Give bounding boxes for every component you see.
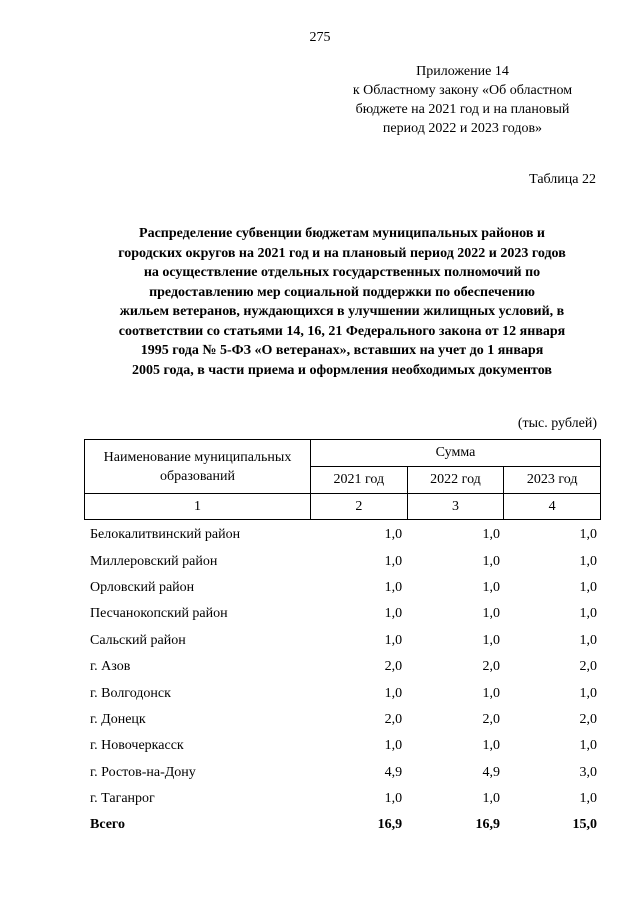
- value-2023: 1,0: [579, 553, 597, 569]
- table-row: [84, 601, 601, 627]
- title-line: соответствии со статьями 14, 16, 21 Федерального закона от 12 января: [118, 323, 566, 339]
- municipality-name: Всего: [90, 817, 125, 833]
- municipality-name: г. Донецк: [90, 711, 146, 727]
- appendix-header: [330, 62, 595, 138]
- value-2021: 1,0: [384, 685, 403, 701]
- municipality-name: г. Волгодонск: [90, 685, 171, 701]
- value-2023: 1,0: [579, 527, 597, 543]
- table-row: [84, 575, 601, 601]
- value-2021: 16,9: [377, 817, 403, 833]
- value-2023: 1,0: [579, 738, 597, 754]
- table-row: [84, 654, 601, 680]
- value-2023: 1,0: [579, 632, 597, 648]
- value-2021: 4,9: [384, 764, 403, 780]
- value-2021: 1,0: [384, 791, 403, 807]
- municipality-name: г. Новочеркасск: [90, 738, 184, 754]
- value-2021: 1,0: [384, 738, 403, 754]
- page-number: 275: [309, 30, 331, 45]
- title-line: Распределение субвенции бюджетам муниципальных районов и: [139, 226, 545, 241]
- municipality-name: Орловский район: [90, 579, 195, 595]
- table-row: [84, 707, 601, 733]
- municipality-name: Миллеровский район: [90, 553, 218, 569]
- value-2022: 1,0: [482, 791, 501, 807]
- name-column-header: [85, 440, 311, 494]
- name-header-line: образований: [160, 468, 235, 484]
- column-number: 1: [85, 494, 311, 520]
- title-line: предоставлению мер социальной поддержки по обеспечению: [149, 284, 535, 300]
- value-2021: 2,0: [384, 711, 403, 727]
- appendix-title: Приложение 14: [416, 64, 509, 79]
- value-2022: 4,9: [482, 764, 501, 780]
- municipality-name: Песчанокопский район: [90, 606, 228, 622]
- value-2022: 2,0: [482, 659, 501, 675]
- value-2023: 3,0: [579, 764, 597, 780]
- appendix-line: период 2022 и 2023 годов»: [382, 121, 543, 136]
- value-2023: 15,0: [572, 817, 597, 833]
- value-2022: 16,9: [475, 817, 501, 833]
- year-header-2021: 2021 год: [311, 467, 408, 494]
- title-line: 1995 года № 5-ФЗ «О ветеранах», вставших на учет до 1 января: [140, 343, 544, 358]
- table-row: [84, 786, 601, 812]
- units-label: (тыс. рублей): [517, 416, 597, 431]
- data-table-body: [84, 522, 601, 839]
- value-2022: 2,0: [482, 711, 501, 727]
- value-2022: 1,0: [482, 553, 501, 569]
- municipality-name: Белокалитвинский район: [90, 527, 241, 543]
- municipality-name: Сальский район: [90, 632, 186, 648]
- municipality-name: г. Таганрог: [90, 791, 155, 807]
- table-header: [84, 439, 601, 520]
- title-line: жильем ветеранов, нуждающихся в улучшении жилищных условий, в: [119, 304, 565, 319]
- table-row: [84, 628, 601, 654]
- value-2022: 1,0: [482, 632, 501, 648]
- value-2022: 1,0: [482, 606, 501, 622]
- value-2021: 1,0: [384, 632, 403, 648]
- municipality-name: г. Ростов-на-Дону: [90, 764, 196, 780]
- table-row: [84, 548, 601, 574]
- table-row: [84, 760, 601, 786]
- value-2023: 1,0: [579, 685, 597, 701]
- sum-column-header: Сумма: [311, 440, 601, 467]
- document-title: [92, 224, 592, 380]
- table-label: Таблица 22: [529, 172, 596, 187]
- appendix-line: к Областному закону «Об областном: [352, 83, 573, 98]
- title-line: 2005 года, в части приема и оформления необходимых документов: [132, 362, 552, 378]
- title-line: городских округов на 2021 год и на плановый период 2022 и 2023 годов: [118, 245, 566, 261]
- value-2023: 1,0: [579, 579, 597, 595]
- year-header-2023: 2023 год: [504, 467, 601, 494]
- value-2022: 1,0: [482, 527, 501, 543]
- value-2022: 1,0: [482, 685, 501, 701]
- appendix-line: бюджете на 2021 год и на плановый: [355, 102, 570, 117]
- value-2023: 2,0: [579, 659, 597, 675]
- table-row: [84, 522, 601, 548]
- value-2023: 2,0: [579, 711, 597, 727]
- value-2021: 2,0: [384, 659, 403, 675]
- table-row: [84, 733, 601, 759]
- value-2023: 1,0: [579, 606, 597, 622]
- value-2022: 1,0: [482, 738, 501, 754]
- name-header-line: Наименование муниципальных: [103, 449, 292, 465]
- value-2021: 1,0: [384, 553, 403, 569]
- value-2021: 1,0: [384, 606, 403, 622]
- column-number: 3: [407, 494, 504, 520]
- value-2023: 1,0: [579, 791, 597, 807]
- column-number: 2: [311, 494, 408, 520]
- title-line: на осуществление отдельных государственных полномочий по: [143, 265, 541, 280]
- total-row: [84, 812, 601, 838]
- year-header-2022: 2022 год: [407, 467, 504, 494]
- table-row: [84, 680, 601, 706]
- municipality-name: г. Азов: [90, 659, 131, 675]
- column-number: 4: [504, 494, 601, 520]
- value-2021: 1,0: [384, 527, 403, 543]
- value-2021: 1,0: [384, 579, 403, 595]
- value-2022: 1,0: [482, 579, 501, 595]
